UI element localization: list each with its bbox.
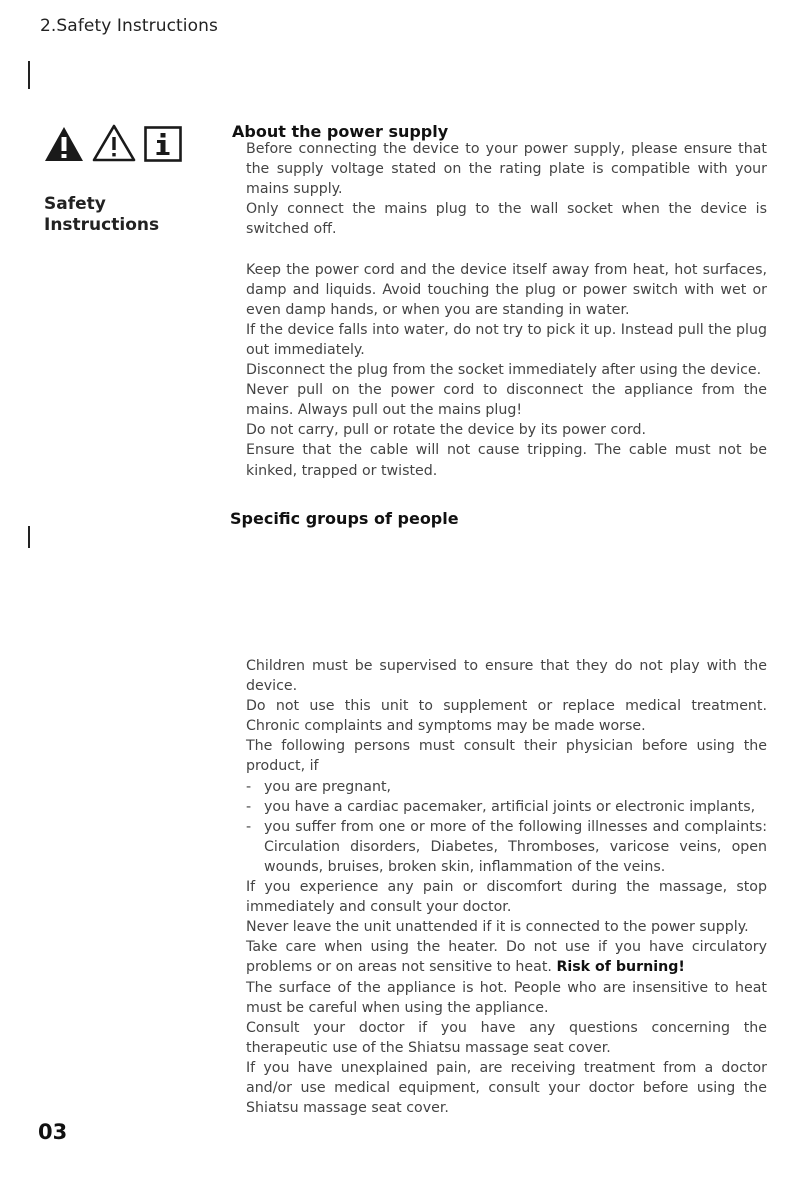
paragraph: If you experience any pain or discomfort during the massage, stop immediately and consult your doctor.: [246, 879, 767, 916]
danger-icon: [44, 126, 84, 162]
info-icon: [144, 126, 182, 162]
section-body-specific-groups: [246, 656, 767, 1118]
bullet-dash: -: [246, 778, 252, 795]
safety-icons: [44, 124, 182, 162]
paragraph: Disconnect the plug from the socket immediately after using the device.: [246, 362, 762, 379]
paragraph: Consult your doctor if you have any questions concerning the therapeutic use of the Shiatsu massage seat cover.: [246, 1019, 767, 1056]
section-header: 2.Safety Instructions: [40, 16, 218, 36]
paragraph: Never leave the unit unattended if it is connected to the power supply.: [246, 919, 749, 936]
bullet-dash: -: [246, 798, 252, 815]
paragraph: Only connect the mains plug to the wall socket when the device is switched off.: [246, 201, 767, 238]
paragraph: The following persons must consult their physician before using the product, if: [246, 738, 767, 775]
section-title-specific-groups: Specific groups of people: [230, 509, 459, 528]
section-body-power-supply: [246, 139, 767, 481]
warning-icon: [92, 124, 136, 162]
paragraph: Do not carry, pull or rotate the device by its power cord.: [246, 422, 647, 439]
sidebar-title-line1: Safety: [44, 194, 106, 214]
margin-marker: [28, 526, 30, 548]
list-item-text: you suffer from one or more of the following illnesses and complaints: Circulation disorders, Diabetes, Thromboses, varicose veins, open wounds, bruises, broken skin, inflammation of the veins.: [264, 818, 767, 875]
paragraph: Keep the power cord and the device itself away from heat, hot surfaces, damp and liquids. Avoid touching the plug or power switch with wet or even damp hands, or when you are standing in water.: [246, 261, 767, 318]
paragraph: [246, 937, 767, 977]
paragraph: Children must be supervised to ensure that they do not play with the device.: [246, 658, 767, 695]
paragraph: Ensure that the cable will not cause tripping. The cable must not be kinked, trapped or twisted.: [246, 442, 767, 479]
paragraph: If you have unexplained pain, are receiving treatment from a doctor and/or use medical equipment, consult your doctor before using the Shiatsu massage seat cover.: [246, 1059, 767, 1117]
list-item: [246, 777, 767, 797]
bullet-dash: -: [246, 818, 252, 835]
paragraph: If the device falls into water, do not try to pick it up. Instead pull the plug out immediately.: [246, 321, 767, 358]
sidebar-title: [44, 194, 159, 236]
section-title-power-supply: About the power supply: [232, 122, 449, 141]
paragraph: The surface of the appliance is hot. People who are insensitive to heat must be careful when using the appliance.: [246, 979, 767, 1016]
list-item-text: you have a cardiac pacemaker, artificial joints or electronic implants,: [264, 798, 756, 815]
paragraph: Do not use this unit to supplement or replace medical treatment. Chronic complaints and symptoms may be made worse.: [246, 698, 767, 735]
page-number: 03: [38, 1120, 68, 1144]
margin-marker: [28, 61, 30, 89]
list-item-text: you are pregnant,: [264, 778, 392, 795]
list-item: [246, 797, 767, 817]
sidebar-title-line2: Instructions: [44, 215, 160, 235]
paragraph: Never pull on the power cord to disconnect the appliance from the mains. Always pull out the mains plug!: [246, 382, 767, 419]
list-item: [246, 817, 767, 877]
paragraph-text: Take care when using the heater. Do not use if you have circulatory problems or on areas not sensitive to heat.: [246, 939, 767, 976]
risk-warning: Risk of burning!: [556, 959, 685, 976]
paragraph: Before connecting the device to your power supply, please ensure that the supply voltage stated on the rating plate is compatible with your mains supply.: [246, 141, 767, 198]
